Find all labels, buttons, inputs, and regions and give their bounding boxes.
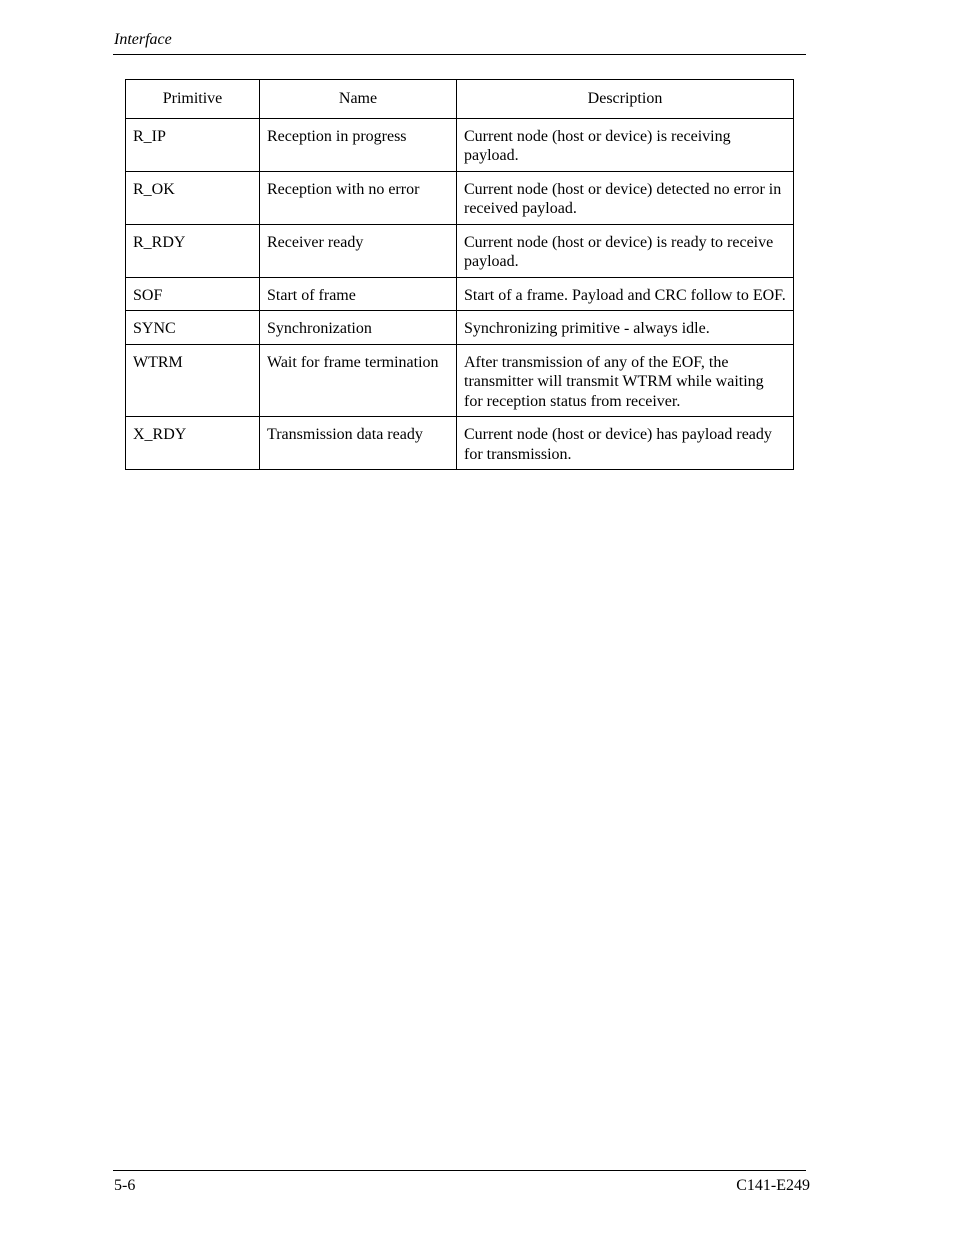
table-row xyxy=(126,311,794,345)
table-row xyxy=(126,171,794,224)
cell-description: Start of a frame. Payload and CRC follow to EOF. xyxy=(457,277,794,311)
column-header-primitive: Primitive xyxy=(126,80,260,119)
cell-name: Reception with no error xyxy=(260,171,457,224)
table-row xyxy=(126,118,794,171)
cell-primitive: X_RDY xyxy=(126,417,260,470)
cell-primitive: R_OK xyxy=(126,171,260,224)
table-row xyxy=(126,417,794,470)
cell-description: After transmission of any of the EOF, the transmitter will transmit WTRM while waiting for reception status from receiver. xyxy=(457,344,794,417)
cell-name: Wait for frame termination xyxy=(260,344,457,417)
cell-name: Transmission data ready xyxy=(260,417,457,470)
cell-description: Current node (host or device) is receiving payload. xyxy=(457,118,794,171)
cell-primitive: SYNC xyxy=(126,311,260,345)
table-row xyxy=(126,344,794,417)
cell-name: Synchronization xyxy=(260,311,457,345)
cell-name: Receiver ready xyxy=(260,224,457,277)
cell-name: Start of frame xyxy=(260,277,457,311)
primitives-table xyxy=(125,79,794,470)
cell-primitive: WTRM xyxy=(126,344,260,417)
page-number: 5-6 xyxy=(114,1177,136,1194)
cell-description: Current node (host or device) detected no error in received payload. xyxy=(457,171,794,224)
document-id: C141-E249 xyxy=(736,1177,810,1194)
cell-primitive: SOF xyxy=(126,277,260,311)
cell-description: Current node (host or device) is ready to receive payload. xyxy=(457,224,794,277)
column-header-name: Name xyxy=(260,80,457,119)
cell-description: Current node (host or device) has payload ready for transmission. xyxy=(457,417,794,470)
running-header: Interface xyxy=(114,31,172,48)
table-row xyxy=(126,224,794,277)
table-row xyxy=(126,277,794,311)
cell-description: Synchronizing primitive - always idle. xyxy=(457,311,794,345)
table-header-row xyxy=(126,80,794,119)
cell-primitive: R_RDY xyxy=(126,224,260,277)
footer-rule xyxy=(113,1170,806,1171)
cell-name: Reception in progress xyxy=(260,118,457,171)
cell-primitive: R_IP xyxy=(126,118,260,171)
header-rule xyxy=(113,54,806,55)
column-header-description: Description xyxy=(457,80,794,119)
